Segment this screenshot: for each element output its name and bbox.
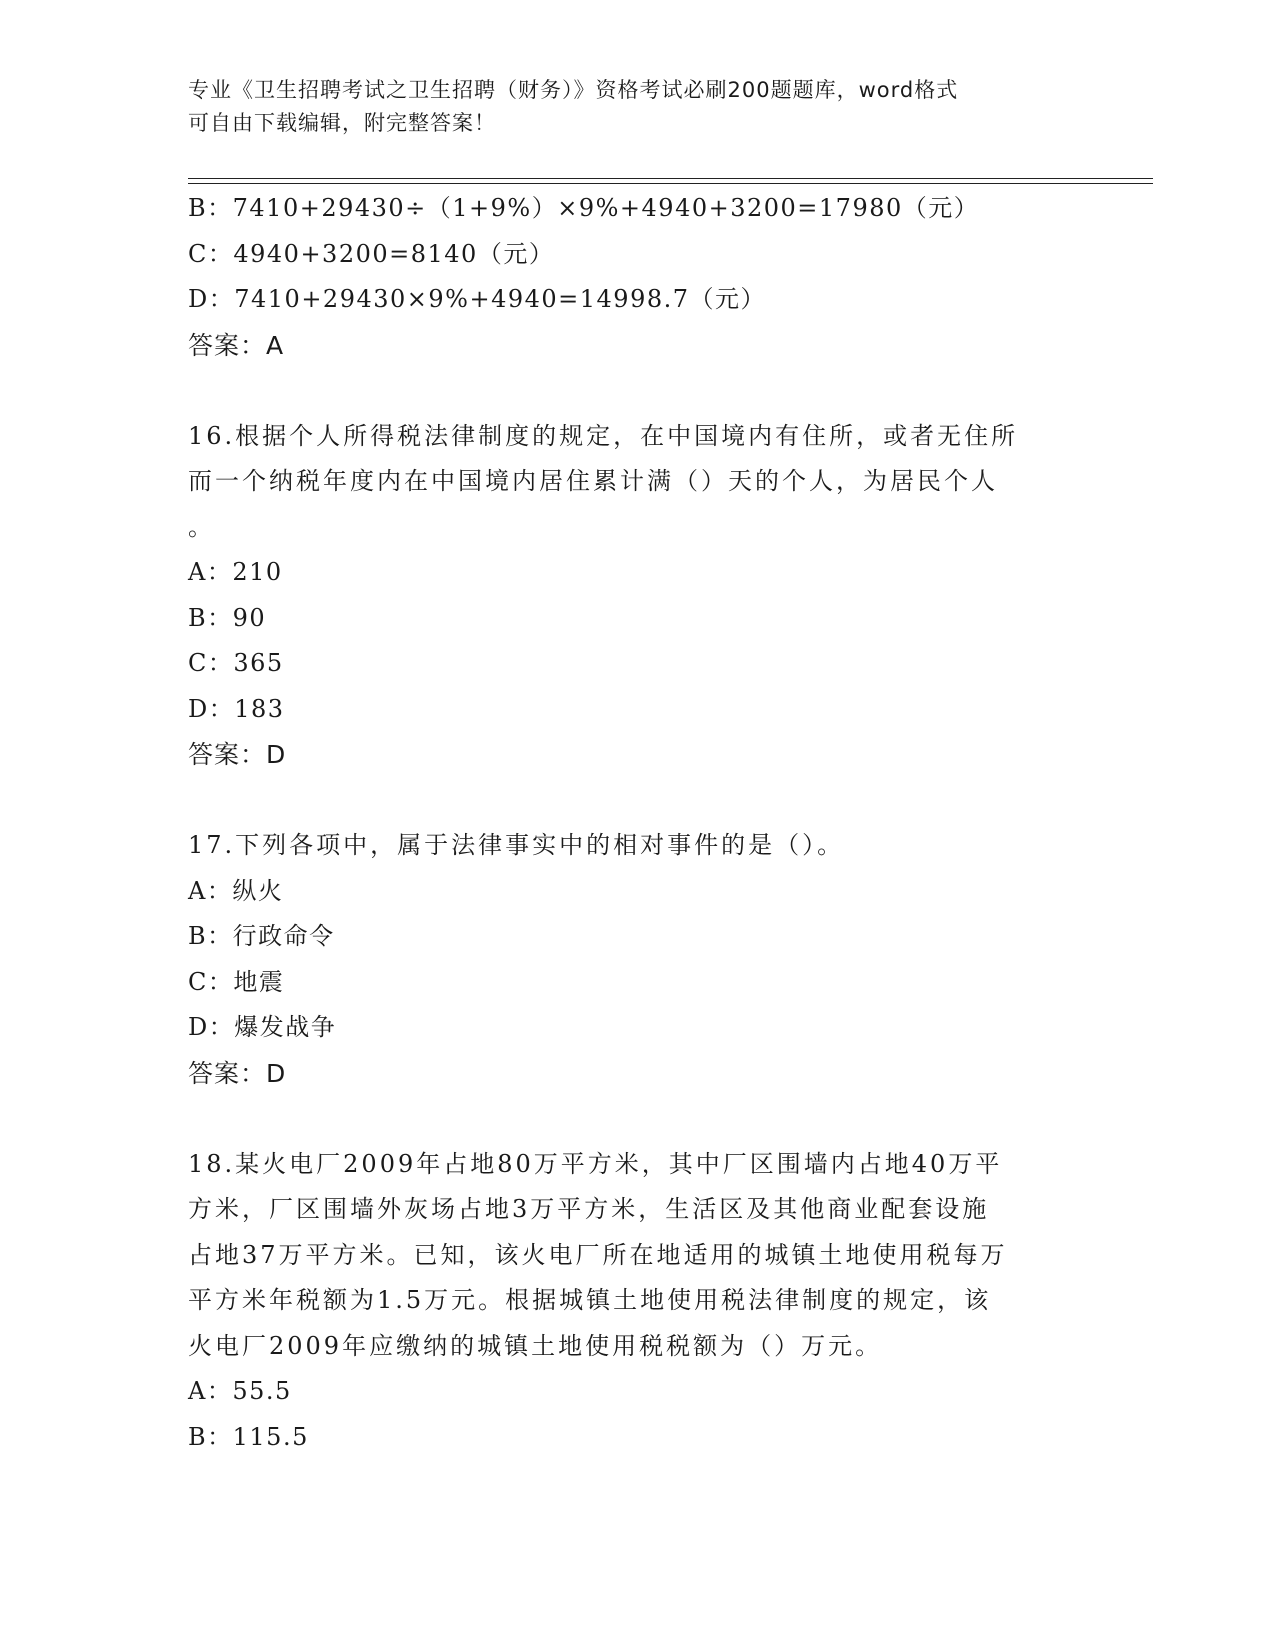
option-b: B：行政命令 (188, 922, 335, 950)
option-a: A：55.5 (188, 1377, 292, 1405)
question-stem: 。 (188, 512, 215, 541)
option-c: C：地震 (188, 967, 285, 996)
question-stem: 16.根据个人所得税法律制度的规定，在中国境内有住所，或者无住所 (188, 421, 1019, 450)
document-header (188, 74, 1068, 140)
question-stem: 18.某火电厂2009年占地80万平方米，其中厂区围墙内占地40万平 (188, 1149, 1003, 1178)
option-d: D：183 (188, 694, 285, 723)
header-divider-bottom (188, 183, 1153, 184)
question-stem: 火电厂2009年应缴纳的城镇土地使用税税额为（）万元。 (188, 1331, 883, 1360)
question-stem: 占地37万平方米。已知，该火电厂所在地适用的城镇土地使用税每万 (188, 1240, 1008, 1269)
question-stem: 平方米年税额为1.5万元。根据城镇土地使用税法律制度的规定，该 (188, 1286, 992, 1314)
question-16 (188, 414, 1088, 778)
option-b: B：115.5 (188, 1422, 309, 1451)
answer-line: 答案：D (188, 1058, 287, 1088)
question-17 (188, 823, 1088, 1096)
header-divider-top (188, 178, 1153, 179)
header-title-line-1: 专业《卫生招聘考试之卫生招聘（财务）》资格考试必刷200题题库，word格式 (188, 78, 959, 102)
answer-line: 答案：D (188, 740, 287, 769)
question-content (188, 186, 1088, 1460)
option-c: C：365 (188, 649, 284, 677)
option-a: A：210 (188, 558, 283, 586)
spacer (188, 368, 1088, 414)
option-c: C：4940+3200=8140（元） (188, 239, 555, 268)
answer-line: 答案：A (188, 330, 285, 360)
option-a: A：纵火 (188, 876, 284, 905)
spacer (188, 778, 1088, 824)
option-d: D：7410+29430×9%+4940=14998.7（元） (188, 285, 767, 313)
question-stem: 17.下列各项中，属于法律事实中的相对事件的是（）。 (188, 831, 845, 859)
spacer (188, 1096, 1088, 1142)
option-b: B：7410+29430÷（1+9%）×9%+4940+3200=17980（元） (188, 194, 980, 222)
question-18 (188, 1142, 1088, 1461)
question-stem: 而一个纳税年度内在中国境内居住累计满（）天的个人，为居民个人 (188, 467, 998, 495)
option-b: B：90 (188, 603, 267, 632)
option-d: D：爆发战争 (188, 1013, 337, 1041)
header-title-line-2: 可自由下载编辑，附完整答案！ (188, 111, 496, 135)
question-stem: 方米，厂区围墙外灰场占地3万平方米，生活区及其他商业配套设施 (188, 1195, 990, 1223)
question-15-tail (188, 186, 1088, 368)
